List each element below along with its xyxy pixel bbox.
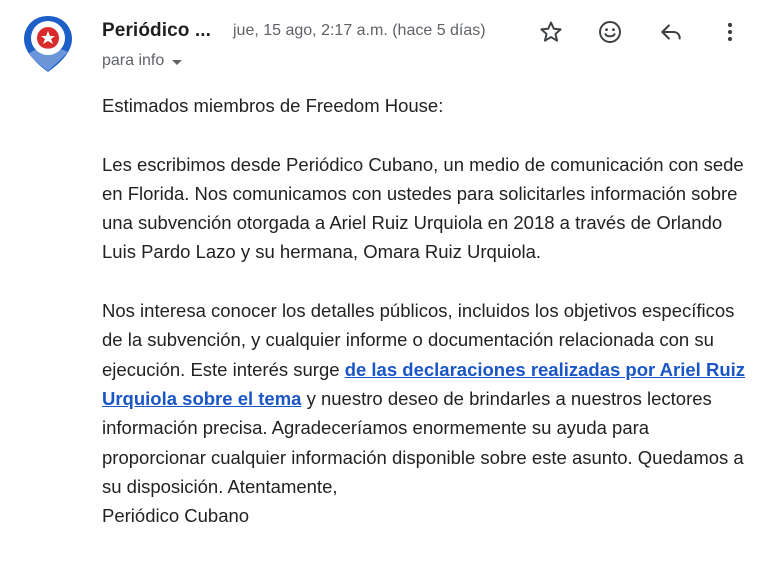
sender-name[interactable]: Periódico ...	[102, 20, 211, 41]
add-reaction-button[interactable]	[595, 17, 625, 47]
email-date: jue, 15 ago, 2:17 a.m. (hace 5 días)	[233, 22, 486, 39]
sender-avatar[interactable]	[20, 14, 76, 74]
star-icon	[538, 19, 564, 45]
email-body	[102, 91, 752, 560]
chevron-down-icon	[172, 60, 182, 65]
paragraph-2-text-before-link: Nos interesa conocer los detalles públicos, incluidos los objetivos específicos de la subvención, y cualquier informe o documentación relacionada con su ejecución. Este interés surge	[102, 300, 735, 380]
star-button[interactable]	[536, 17, 566, 47]
recipient-details-toggle[interactable]	[102, 52, 182, 70]
reply-button[interactable]	[656, 17, 686, 47]
declarations-link[interactable]: de las declaraciones realizadas por Ariel Ruiz Urquiola sobre el tema	[102, 358, 746, 409]
more-options-button[interactable]	[715, 17, 745, 47]
paragraph-2-text-after-link: y nuestro deseo de brindarles a nuestros lectores información precisa. Agradeceríamos enormemente su ayuda para proporcionar cualquier información disponible sobre este asunto. Quedamos a su disposición. Atentamente,	[102, 387, 744, 497]
body-paragraph-1: Les escribimos desde Periódico Cubano, un medio de comunicación con sede en Florida. Nos comunicamos con ustedes para solicitarles información sobre una subvención otorgada a Ariel Ruiz Urquiola en 2018 a través de Orlando Luis Pardo Lazo y su hermana, Omara Ruiz Urquiola.	[102, 153, 744, 263]
signature-text: Periódico Cubano	[102, 505, 250, 527]
recipient-label: para info	[102, 52, 165, 69]
greeting-text: Estimados miembros de Freedom House:	[102, 95, 444, 116]
body-paragraph-2	[102, 296, 752, 530]
more-vert-icon	[717, 19, 743, 45]
emoji-icon	[597, 19, 623, 45]
reply-icon	[658, 19, 684, 45]
periodico-cubano-logo-icon	[20, 14, 76, 74]
